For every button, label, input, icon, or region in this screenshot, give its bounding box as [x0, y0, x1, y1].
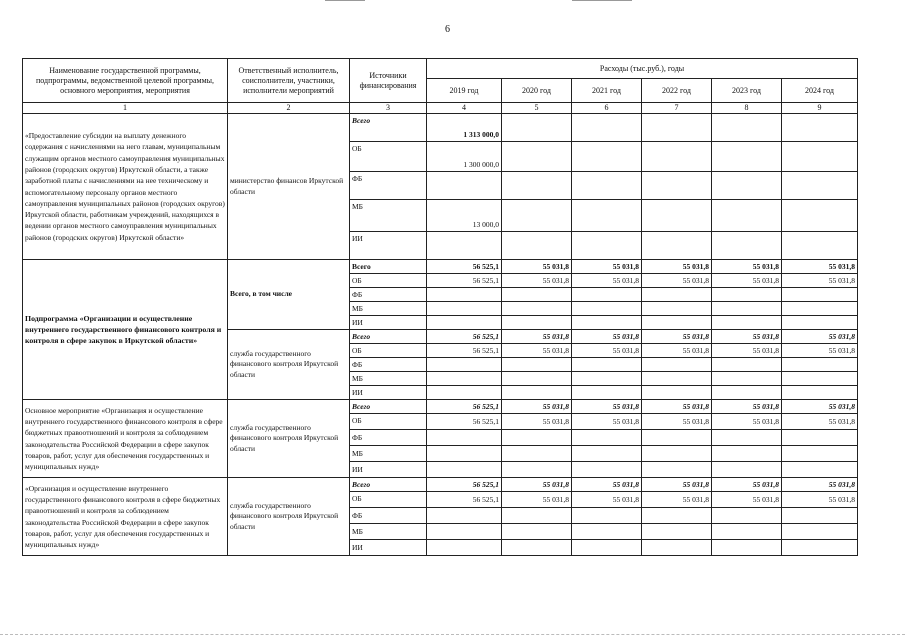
source-cell: ИИ: [350, 540, 427, 556]
main-activity-name: Основное мероприятие «Организация и осуществление внутреннего государственного финансового контроля в сфере бюджетных правоотношений и контроля за соблюдением законодательства Российской Федерации в сфере закупок товаров, работ, услуг для обеспечения государственных и муниципальных нужд»: [23, 400, 228, 478]
value-cell: 56 525,1: [427, 274, 502, 288]
value-cell: 55 031,8: [572, 344, 642, 358]
value-cell: 56 525,1: [427, 400, 502, 414]
value-cell: 56 525,1: [427, 260, 502, 274]
header-executor: Ответственный исполнитель, соисполнители, участники, исполнители мероприятий: [228, 59, 350, 103]
value-cell: 55 031,8: [782, 344, 858, 358]
value-cell: 55 031,8: [572, 478, 642, 492]
value-cell: 56 525,1: [427, 492, 502, 508]
year-header: 2023 год: [712, 79, 782, 103]
value-cell: 55 031,8: [712, 414, 782, 430]
value-cell: 55 031,8: [502, 330, 572, 344]
value-cell: [427, 232, 502, 260]
year-header: 2020 год: [502, 79, 572, 103]
value-cell: 55 031,8: [782, 414, 858, 430]
value-cell: 55 031,8: [572, 330, 642, 344]
value-cell: 55 031,8: [782, 330, 858, 344]
value-cell: 55 031,8: [712, 274, 782, 288]
value-cell: 55 031,8: [642, 414, 712, 430]
value-cell: 55 031,8: [712, 400, 782, 414]
value-cell: 56 525,1: [427, 344, 502, 358]
value-cell: 55 031,8: [712, 260, 782, 274]
value-cell: 55 031,8: [782, 274, 858, 288]
activity-name: «Организация и осуществление внутреннего государственного финансового контроля в сфере бюджетных правоотношений и контроля за соблюдением законодательства Российской Федерации в сфере закупок товаров, работ, услуг для обеспечения государственных и муниципальных нужд»: [23, 478, 228, 556]
value-cell: 55 031,8: [642, 478, 712, 492]
year-header: 2019 год: [427, 79, 502, 103]
executor-cell: служба государственного финансового контроля Иркутской области: [228, 478, 350, 556]
value-cell: 55 031,8: [712, 478, 782, 492]
source-cell: МБ: [350, 524, 427, 540]
value-cell: 55 031,8: [782, 478, 858, 492]
source-cell: ИИ: [350, 232, 427, 260]
source-cell: ФБ: [350, 358, 427, 372]
value-cell: 13 000,0: [427, 200, 502, 232]
source-cell: ФБ: [350, 172, 427, 200]
budget-table: [22, 58, 858, 556]
value-cell: 56 525,1: [427, 478, 502, 492]
executor-cell: служба государственного финансового контроля Иркутской области: [228, 400, 350, 478]
value-cell: 56 525,1: [427, 330, 502, 344]
value-cell: 55 031,8: [502, 260, 572, 274]
source-cell: ОБ: [350, 492, 427, 508]
header-source: Источники финансирования: [350, 59, 427, 103]
value-cell: 55 031,8: [572, 260, 642, 274]
year-header: 2021 год: [572, 79, 642, 103]
value-cell: [427, 172, 502, 200]
value-cell: 55 031,8: [572, 492, 642, 508]
value-cell: 55 031,8: [642, 492, 712, 508]
year-header: 2024 год: [782, 79, 858, 103]
value-cell: 1 300 000,0: [427, 142, 502, 172]
value-cell: 55 031,8: [642, 330, 712, 344]
source-cell: ОБ: [350, 274, 427, 288]
table-row: [23, 400, 858, 414]
value-cell: 55 031,8: [782, 260, 858, 274]
source-cell: ФБ: [350, 508, 427, 524]
source-cell: ИИ: [350, 386, 427, 400]
col-number: 9: [782, 103, 858, 114]
value-cell: 56 525,1: [427, 414, 502, 430]
col-number: 2: [228, 103, 350, 114]
value-cell: 55 031,8: [572, 274, 642, 288]
source-cell: ФБ: [350, 430, 427, 446]
scan-edge: [0, 634, 905, 636]
scan-mark: [572, 0, 632, 1]
value-cell: 55 031,8: [712, 492, 782, 508]
source-cell: Всего: [350, 114, 427, 142]
subprogram-name: Подпрограмма «Организации и осуществление внутреннего государственного финансового контроля и контроля в сфере закупок в Иркутской области»: [23, 260, 228, 400]
source-cell: Всего: [350, 260, 427, 274]
source-cell: МБ: [350, 372, 427, 386]
source-cell: ФБ: [350, 288, 427, 302]
col-number: 7: [642, 103, 712, 114]
value-cell: 55 031,8: [782, 400, 858, 414]
column-number-row: [23, 103, 858, 114]
source-cell: Всего: [350, 478, 427, 492]
source-cell: ИИ: [350, 316, 427, 330]
source-cell: ИИ: [350, 462, 427, 478]
source-cell: Всего: [350, 330, 427, 344]
value-cell: 55 031,8: [502, 274, 572, 288]
table-row: [23, 260, 858, 274]
source-cell: ОБ: [350, 142, 427, 172]
value-cell: 1 313 000,0: [427, 114, 502, 142]
col-number: 4: [427, 103, 502, 114]
col-number: 1: [23, 103, 228, 114]
value-cell: 55 031,8: [712, 330, 782, 344]
value-cell: 55 031,8: [572, 414, 642, 430]
source-cell: ОБ: [350, 344, 427, 358]
value-cell: 55 031,8: [502, 344, 572, 358]
value-cell: 55 031,8: [502, 414, 572, 430]
executor-cell: служба государственного финансового контроля Иркутской области: [228, 330, 350, 400]
source-cell: МБ: [350, 446, 427, 462]
value-cell: 55 031,8: [642, 260, 712, 274]
col-number: 6: [572, 103, 642, 114]
measure-name: «Предоставление субсидии на выплату денежного содержания с начислениями на него главам, муниципальным служащим органов местного самоуправления муниципальных районов (городских округов) Иркутской области, а также заработной платы с начислениями на нее техническому и вспомогательному персоналу органов местного самоуправления муниципальных районов (городских округов) Иркутской области, работникам учреждений, находящихся в ведении органов местного самоуправления муниципальных районов (городских округов) Иркутской области»: [23, 114, 228, 260]
col-number: 3: [350, 103, 427, 114]
table-row: [23, 114, 858, 142]
value-cell: 55 031,8: [502, 400, 572, 414]
source-cell: Всего: [350, 400, 427, 414]
value-cell: 55 031,8: [712, 344, 782, 358]
page-number: 6: [445, 24, 450, 35]
executor-cell: Всего, в том числе: [228, 260, 350, 330]
source-cell: МБ: [350, 302, 427, 316]
table-row: [23, 478, 858, 492]
header-expenses: Расходы (тыс.руб.), годы: [427, 59, 858, 79]
source-cell: МБ: [350, 200, 427, 232]
value-cell: 55 031,8: [502, 478, 572, 492]
header-name: Наименование государственной программы, подпрограммы, ведомственной целевой программы, основного мероприятия, мероприятия: [23, 59, 228, 103]
executor-cell: министерство финансов Иркутской области: [228, 114, 350, 260]
header-row: [23, 59, 858, 79]
value-cell: 55 031,8: [502, 492, 572, 508]
value-cell: 55 031,8: [782, 492, 858, 508]
scan-mark: [325, 0, 365, 1]
value-cell: 55 031,8: [572, 400, 642, 414]
col-number: 5: [502, 103, 572, 114]
col-number: 8: [712, 103, 782, 114]
source-cell: ОБ: [350, 414, 427, 430]
value-cell: 55 031,8: [642, 344, 712, 358]
value-cell: 55 031,8: [642, 274, 712, 288]
value-cell: 55 031,8: [642, 400, 712, 414]
year-header: 2022 год: [642, 79, 712, 103]
